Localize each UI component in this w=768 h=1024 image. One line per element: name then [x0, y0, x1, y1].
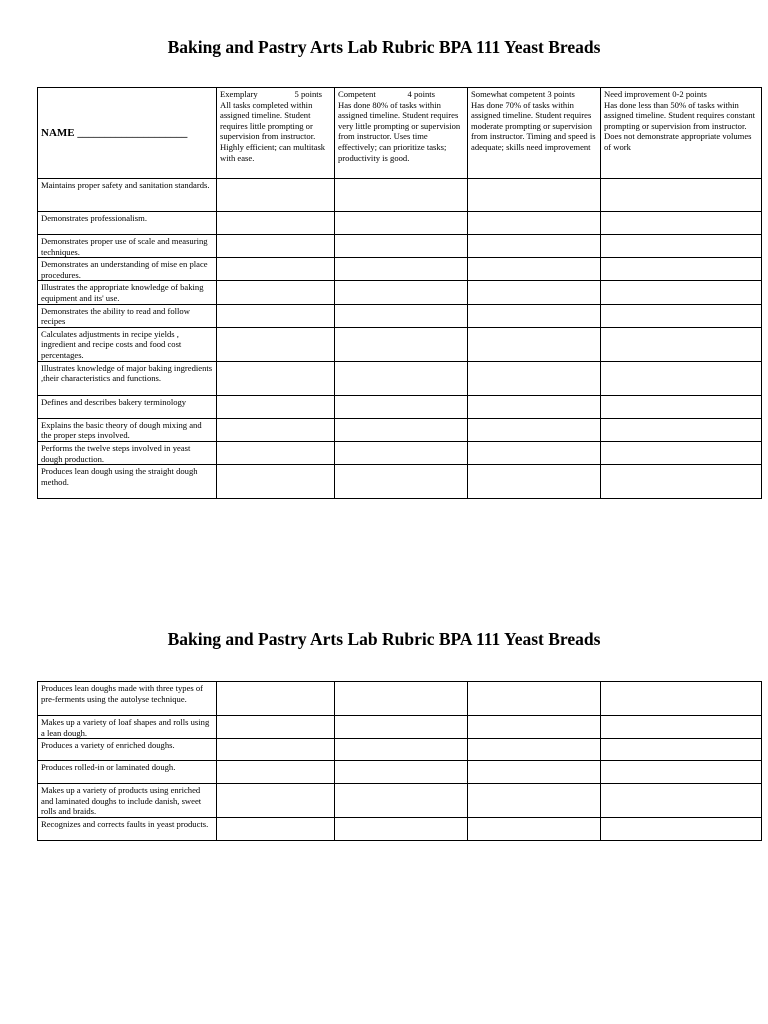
table-row: [38, 784, 762, 818]
level-label: Competent: [338, 89, 376, 99]
level-competent: [335, 88, 468, 179]
score-cell[interactable]: [601, 418, 762, 441]
score-cell[interactable]: [217, 258, 335, 281]
level-description: Has done 70% of tasks within assigned timeline. Student requires moderate prompting or supervision from instructor. Timing and speed is adequate; skills need improvement: [471, 99, 596, 152]
score-cell[interactable]: [217, 327, 335, 361]
level-points: 5 points: [294, 89, 322, 99]
level-label: Exemplary: [220, 89, 258, 99]
score-cell[interactable]: [468, 395, 601, 418]
score-cell[interactable]: [217, 281, 335, 304]
score-cell[interactable]: [601, 258, 762, 281]
criterion-label: Calculates adjustments in recipe yields , ingredient and recipe costs and food cost percentages.: [38, 327, 217, 361]
score-cell[interactable]: [601, 327, 762, 361]
score-cell[interactable]: [335, 258, 468, 281]
criterion-label: Demonstrates the ability to read and follow recipes: [38, 304, 217, 327]
score-cell[interactable]: [468, 361, 601, 395]
score-cell[interactable]: [217, 361, 335, 395]
score-cell[interactable]: [468, 235, 601, 258]
score-cell[interactable]: [335, 784, 468, 818]
score-cell[interactable]: [601, 304, 762, 327]
score-cell[interactable]: [335, 395, 468, 418]
criterion-label: Defines and describes bakery terminology: [38, 395, 217, 418]
table-row: [38, 761, 762, 784]
criterion-label: Maintains proper safety and sanitation standards.: [38, 179, 217, 212]
table-row: [38, 418, 762, 441]
score-cell[interactable]: [217, 761, 335, 784]
score-cell[interactable]: [601, 395, 762, 418]
score-cell[interactable]: [601, 361, 762, 395]
table-row: [38, 395, 762, 418]
score-cell[interactable]: [335, 361, 468, 395]
criterion-label: Produces a variety of enriched doughs.: [38, 739, 217, 761]
rubric-title-2: Baking and Pastry Arts Lab Rubric BPA 111 Yeast Breads: [167, 629, 601, 649]
criterion-label: Demonstrates professionalism.: [38, 212, 217, 235]
score-cell[interactable]: [601, 212, 762, 235]
score-cell[interactable]: [601, 441, 762, 464]
score-cell[interactable]: [217, 682, 335, 716]
criterion-label: Produces lean dough using the straight dough method.: [38, 465, 217, 499]
criterion-label: Produces rolled-in or laminated dough.: [38, 761, 217, 784]
rubric-header-row: [38, 88, 762, 179]
score-cell[interactable]: [601, 465, 762, 499]
table-row: [38, 258, 762, 281]
table-row: [38, 361, 762, 395]
rubric-table-2: [37, 681, 762, 841]
table-row: [38, 179, 762, 212]
score-cell[interactable]: [601, 281, 762, 304]
score-cell[interactable]: [468, 441, 601, 464]
score-cell[interactable]: [335, 465, 468, 499]
score-cell[interactable]: [601, 235, 762, 258]
table-row: [38, 235, 762, 258]
criterion-label: Performs the twelve steps involved in yeast dough production.: [38, 441, 217, 464]
score-cell[interactable]: [468, 761, 601, 784]
level-need-improvement: [601, 88, 762, 179]
criterion-label: Illustrates knowledge of major baking ingredients ,their characteristics and functions.: [38, 361, 217, 395]
criterion-label: Produces lean doughs made with three types of pre-ferments using the autolyse technique.: [38, 682, 217, 716]
score-cell[interactable]: [468, 739, 601, 761]
score-cell[interactable]: [217, 739, 335, 761]
score-cell[interactable]: [601, 682, 762, 716]
score-cell[interactable]: [217, 179, 335, 212]
score-cell[interactable]: [335, 179, 468, 212]
score-cell[interactable]: [468, 682, 601, 716]
score-cell[interactable]: [335, 304, 468, 327]
table-row: [38, 281, 762, 304]
level-exemplary: [217, 88, 335, 179]
score-cell[interactable]: [468, 327, 601, 361]
score-cell[interactable]: [468, 179, 601, 212]
level-points: 4 points: [407, 89, 435, 99]
score-cell[interactable]: [468, 716, 601, 739]
score-cell[interactable]: [217, 784, 335, 818]
score-cell[interactable]: [217, 716, 335, 739]
score-cell[interactable]: [468, 281, 601, 304]
score-cell[interactable]: [468, 784, 601, 818]
score-cell[interactable]: [335, 212, 468, 235]
score-cell[interactable]: [468, 304, 601, 327]
score-cell[interactable]: [468, 418, 601, 441]
score-cell[interactable]: [217, 441, 335, 464]
score-cell[interactable]: [601, 784, 762, 818]
score-cell[interactable]: [217, 395, 335, 418]
score-cell[interactable]: [468, 818, 601, 841]
score-cell[interactable]: [601, 179, 762, 212]
score-cell[interactable]: [468, 212, 601, 235]
table-row: [38, 682, 762, 716]
score-cell[interactable]: [335, 281, 468, 304]
score-cell[interactable]: [601, 761, 762, 784]
criterion-label: Recognizes and corrects faults in yeast products.: [38, 818, 217, 841]
score-cell[interactable]: [335, 441, 468, 464]
table-row: [38, 716, 762, 739]
table-row: [38, 212, 762, 235]
score-cell[interactable]: [217, 465, 335, 499]
score-cell[interactable]: [335, 235, 468, 258]
score-cell[interactable]: [335, 682, 468, 716]
criterion-label: Illustrates the appropriate knowledge of baking equipment and its' use.: [38, 281, 217, 304]
score-cell[interactable]: [468, 465, 601, 499]
level-somewhat-competent: [468, 88, 601, 179]
score-cell[interactable]: [335, 327, 468, 361]
name-field[interactable]: NAME ____________________: [38, 88, 217, 179]
score-cell[interactable]: [601, 739, 762, 761]
score-cell[interactable]: [601, 716, 762, 739]
score-cell[interactable]: [335, 739, 468, 761]
score-cell[interactable]: [335, 761, 468, 784]
score-cell[interactable]: [601, 818, 762, 841]
criterion-label: Makes up a variety of products using enriched and laminated doughs to include danish, sweet rolls and braids.: [38, 784, 217, 818]
criterion-label: Demonstrates proper use of scale and measuring techniques.: [38, 235, 217, 258]
table-row: [38, 441, 762, 464]
rubric-title-1: Baking and Pastry Arts Lab Rubric BPA 111 Yeast Breads: [167, 37, 601, 57]
score-cell[interactable]: [335, 418, 468, 441]
score-cell[interactable]: [217, 304, 335, 327]
score-cell[interactable]: [217, 235, 335, 258]
level-label: Need improvement 0-2 points: [604, 89, 707, 99]
score-cell[interactable]: [468, 258, 601, 281]
criterion-label: Makes up a variety of loaf shapes and rolls using a lean dough.: [38, 716, 217, 739]
level-description: Has done less than 50% of tasks within assigned timeline. Student requires constant prompting or supervision from instructor. Does not demonstrate appropriate volumes of work: [604, 99, 756, 152]
score-cell[interactable]: [217, 212, 335, 235]
table-row: [38, 327, 762, 361]
level-label: Somewhat competent 3 points: [471, 89, 575, 99]
table-row: [38, 739, 762, 761]
score-cell[interactable]: [335, 818, 468, 841]
level-description: All tasks completed within assigned timeline. Student requires little prompting or supervision from instructor. Highly efficient; can multitask with ease.: [220, 99, 326, 163]
table-row: [38, 304, 762, 327]
criterion-label: Demonstrates an understanding of mise en place procedures.: [38, 258, 217, 281]
score-cell[interactable]: [217, 818, 335, 841]
level-description: Has done 80% of tasks within assigned timeline. Student requires very little prompting or supervision from instructor. Uses time effectively; can prioritize tasks; productivity is good.: [338, 99, 461, 163]
table-row: [38, 818, 762, 841]
score-cell[interactable]: [217, 418, 335, 441]
score-cell[interactable]: [335, 716, 468, 739]
table-row: [38, 465, 762, 499]
criterion-label: Explains the basic theory of dough mixing and the proper steps involved.: [38, 418, 217, 441]
rubric-table-1: [37, 87, 762, 499]
